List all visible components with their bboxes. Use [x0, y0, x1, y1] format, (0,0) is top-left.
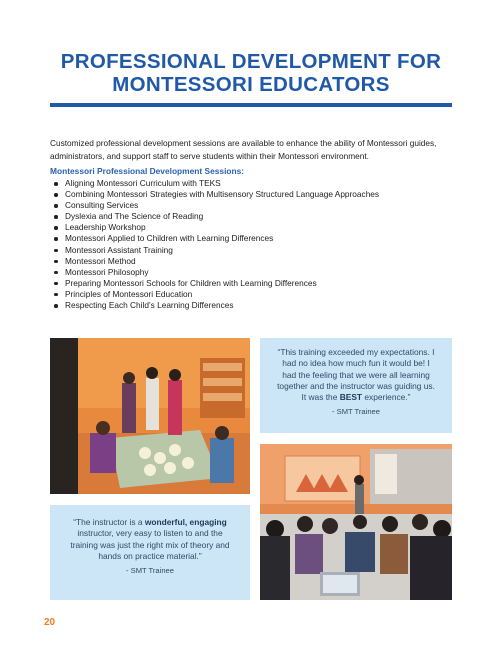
bullet-icon	[54, 249, 58, 253]
list-item-label: Aligning Montessori Curriculum with TEKS	[65, 178, 221, 188]
page-number: 20	[44, 617, 56, 628]
sessions-heading: Montessori Professional Development Sessions:	[50, 166, 245, 176]
list-item	[50, 256, 379, 267]
quote-text: “This training exceeded my expectations. I had no idea how much fun it would be! I had the feeling that we were all learning together and the instructor was guiding us. It was the	[277, 347, 435, 403]
list-item-label: Preparing Montessori Schools for Children with Learning Differences	[65, 277, 317, 288]
quote-text-end: instructor, very easy to listen to and the training was just the right mix of theory and hands on practice material.”	[70, 528, 230, 561]
list-item-label: Combining Montessori Strategies with Multisensory Structured Language Approaches	[65, 189, 380, 200]
list-item-label: Montessori Method	[65, 255, 136, 266]
page-title-line-2: MONTESSORI EDUCATORS	[112, 73, 390, 96]
bullet-icon	[54, 193, 58, 197]
list-item-label: Dyslexia and The Science of Reading	[65, 211, 204, 222]
quote-text: “The instructor is a	[73, 517, 145, 527]
quote-emphasis: BEST	[339, 392, 363, 403]
quote-attribution: - SMT Trainee	[126, 566, 174, 576]
list-item	[50, 245, 379, 256]
quote-text-end: experience.”	[362, 392, 411, 403]
list-item	[50, 289, 379, 300]
list-item-label: Montessori Assistant Training	[65, 244, 173, 255]
bullet-icon	[54, 204, 58, 208]
list-item-label: Montessori Philosophy	[65, 266, 149, 277]
bullet-icon	[54, 226, 58, 230]
list-item	[50, 178, 379, 189]
list-item	[50, 200, 379, 211]
quote-attribution: - SMT Trainee	[332, 407, 380, 417]
title-divider	[50, 103, 452, 107]
bullet-icon	[54, 260, 58, 264]
bullet-icon	[54, 293, 58, 297]
list-item-label: Leadership Workshop	[65, 222, 146, 233]
list-item	[50, 211, 379, 222]
bullet-icon	[54, 182, 58, 186]
list-item	[50, 300, 379, 311]
page-title	[30, 50, 472, 96]
sessions-list	[50, 178, 379, 311]
bullet-icon	[54, 282, 58, 286]
list-item	[50, 222, 379, 233]
page-title-line-1: PROFESSIONAL DEVELOPMENT FOR	[60, 50, 442, 73]
testimonial-quote-1	[260, 338, 452, 433]
intro-paragraph: Customized professional development sessions are available to enhance the ability of Montessori guides, administrators, and support staff to serve students within their Montessori environment.	[50, 138, 437, 161]
bullet-icon	[54, 271, 58, 275]
list-item-label: Consulting Services	[65, 200, 139, 211]
bullet-icon	[54, 237, 58, 241]
list-item	[50, 189, 379, 200]
training-photo-floor-activity	[50, 338, 250, 494]
list-item-label: Respecting Each Child’s Learning Differences	[65, 300, 234, 311]
list-item	[50, 267, 379, 278]
training-photo-classroom	[260, 444, 452, 600]
bullet-icon	[54, 215, 58, 219]
testimonial-quote-2	[50, 505, 250, 600]
list-item-label: Montessori Applied to Children with Learning Differences	[65, 233, 274, 244]
bullet-icon	[54, 304, 58, 308]
list-item	[50, 233, 379, 244]
list-item	[50, 278, 379, 289]
list-item-label: Principles of Montessori Education	[65, 288, 193, 299]
quote-emphasis: wonderful, engaging	[144, 517, 227, 527]
